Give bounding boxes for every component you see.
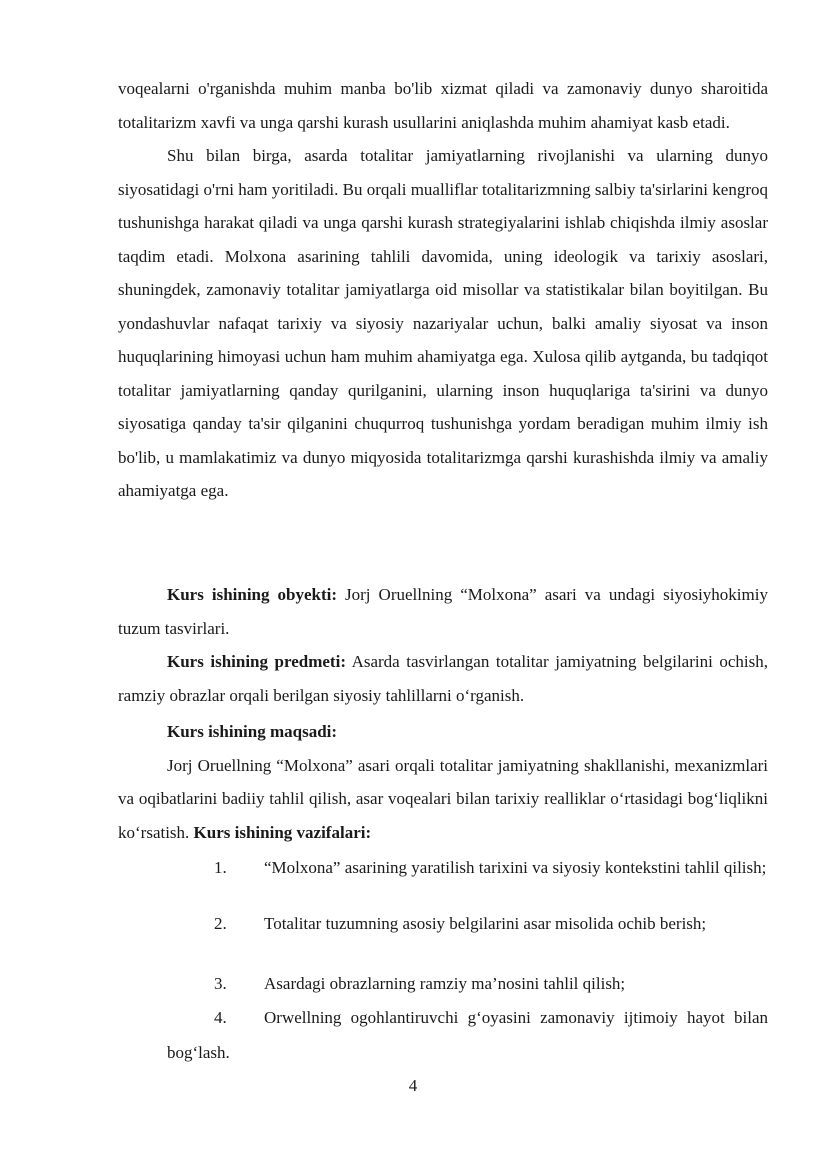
- task-number: 4.: [214, 1008, 227, 1027]
- task-text: Asardagi obrazlarning ramziy ma’nosini tahlil qilish;: [264, 974, 626, 993]
- tasks-label: Kurs ishining vazifalari:: [193, 822, 372, 842]
- object-paragraph: [118, 578, 768, 645]
- task-item: [167, 972, 768, 996]
- goal-paragraph: [118, 749, 768, 850]
- paragraph-analysis: Shu bilan birga, asarda totalitar jamiyatlarning rivojlanishi va ularning dunyo siyosatidagi o'rni ham yoritiladi. Bu orqali mualliflar totalitarizmning salbiy ta'sirlarini kengroq tushunishga harakat qiladi va unga qarshi kurash strategiyalarini ishlab chiqishda ilmiy asoslar taqdim etadi. Molxona asarining tahlili davomida, uning ideologik va tarixiy asoslari, shuningdek, zamonaviy totalitar jamiyatlarga oid misollar va statistikalar bilan boyitilgan. Bu yondashuvlar nafaqat tarixiy va siyosiy nazariyalar uchun, balki amaliy siyosat va inson huquqlarining himoyasi uchun ham muhim ahamiyatga ega. Xulosa qilib aytganda, bu tadqiqot totalitar jamiyatlarning qanday qurilganini, ularning inson huquqlariga ta'sirini va dunyo siyosatiga qanday ta'sir qilganini chuqurroq tushunishga yordam beradigan muhim ilmiy ish bo'lib, u mamlakatimiz va dunyo miqyosida totalitarizmga qarshi kurashishda ilmiy va amaliy ahamiyatga ega.: [118, 146, 768, 500]
- goal-text: Jorj Oruellning “Molxona” asari orqali totalitar jamiyatning shakllanishi, mexanizmlari va oqibatlarini badiiy tahlil qilish, asar voqealari bilan tarixiy realliklar o‘rtasidagi bog‘liqlikni ko‘rsatish.: [118, 755, 768, 842]
- task-number: 2.: [214, 914, 227, 933]
- subject-text: Asarda tasvirlangan totalitar jamiyatning belgilarini ochish, ramziy obrazlar orqali berilgan siyosiy tahlillarni o‘rganish.: [118, 652, 768, 705]
- task-text: Orwellning ogohlantiruvchi g‘oyasini zamonaviy ijtimoiy hayot bilan bog‘lash.: [167, 1008, 768, 1062]
- task-text: Totalitar tuzumning asosiy belgilarini asar misolida ochib berish;: [264, 914, 707, 933]
- object-text: Jorj Oruellning “Molxona” asari va undagi siyosiyhokimiy tuzum tasvirlari.: [118, 585, 768, 638]
- task-item: [167, 856, 768, 880]
- object-section: [118, 578, 768, 645]
- task-item: [167, 912, 768, 936]
- goal-heading: Kurs ishining maqsadi:: [167, 722, 338, 741]
- task-number: 3.: [214, 974, 227, 993]
- object-label: Kurs ishining obyekti:: [167, 585, 338, 604]
- subject-section: [118, 645, 768, 712]
- intro-section: [118, 72, 768, 508]
- subject-paragraph: [118, 645, 768, 712]
- task-number: 1.: [214, 858, 227, 877]
- goal-section: [118, 715, 768, 849]
- paragraph-continuation: voqealarni o'rganishda muhim manba bo'lib xizmat qiladi va zamonaviy dunyo sharoitida totalitarizm xavfi va unga qarshi kurash usullarini aniqlashda muhim ahamiyat kasb etadi.: [118, 79, 768, 132]
- task-item: [167, 1000, 768, 1070]
- task-text: “Molxona” asarining yaratilish tarixini va siyosiy kontekstini tahlil qilish;: [264, 858, 767, 877]
- subject-label: Kurs ishining predmeti:: [167, 652, 346, 671]
- page-number: 4: [408, 1076, 418, 1095]
